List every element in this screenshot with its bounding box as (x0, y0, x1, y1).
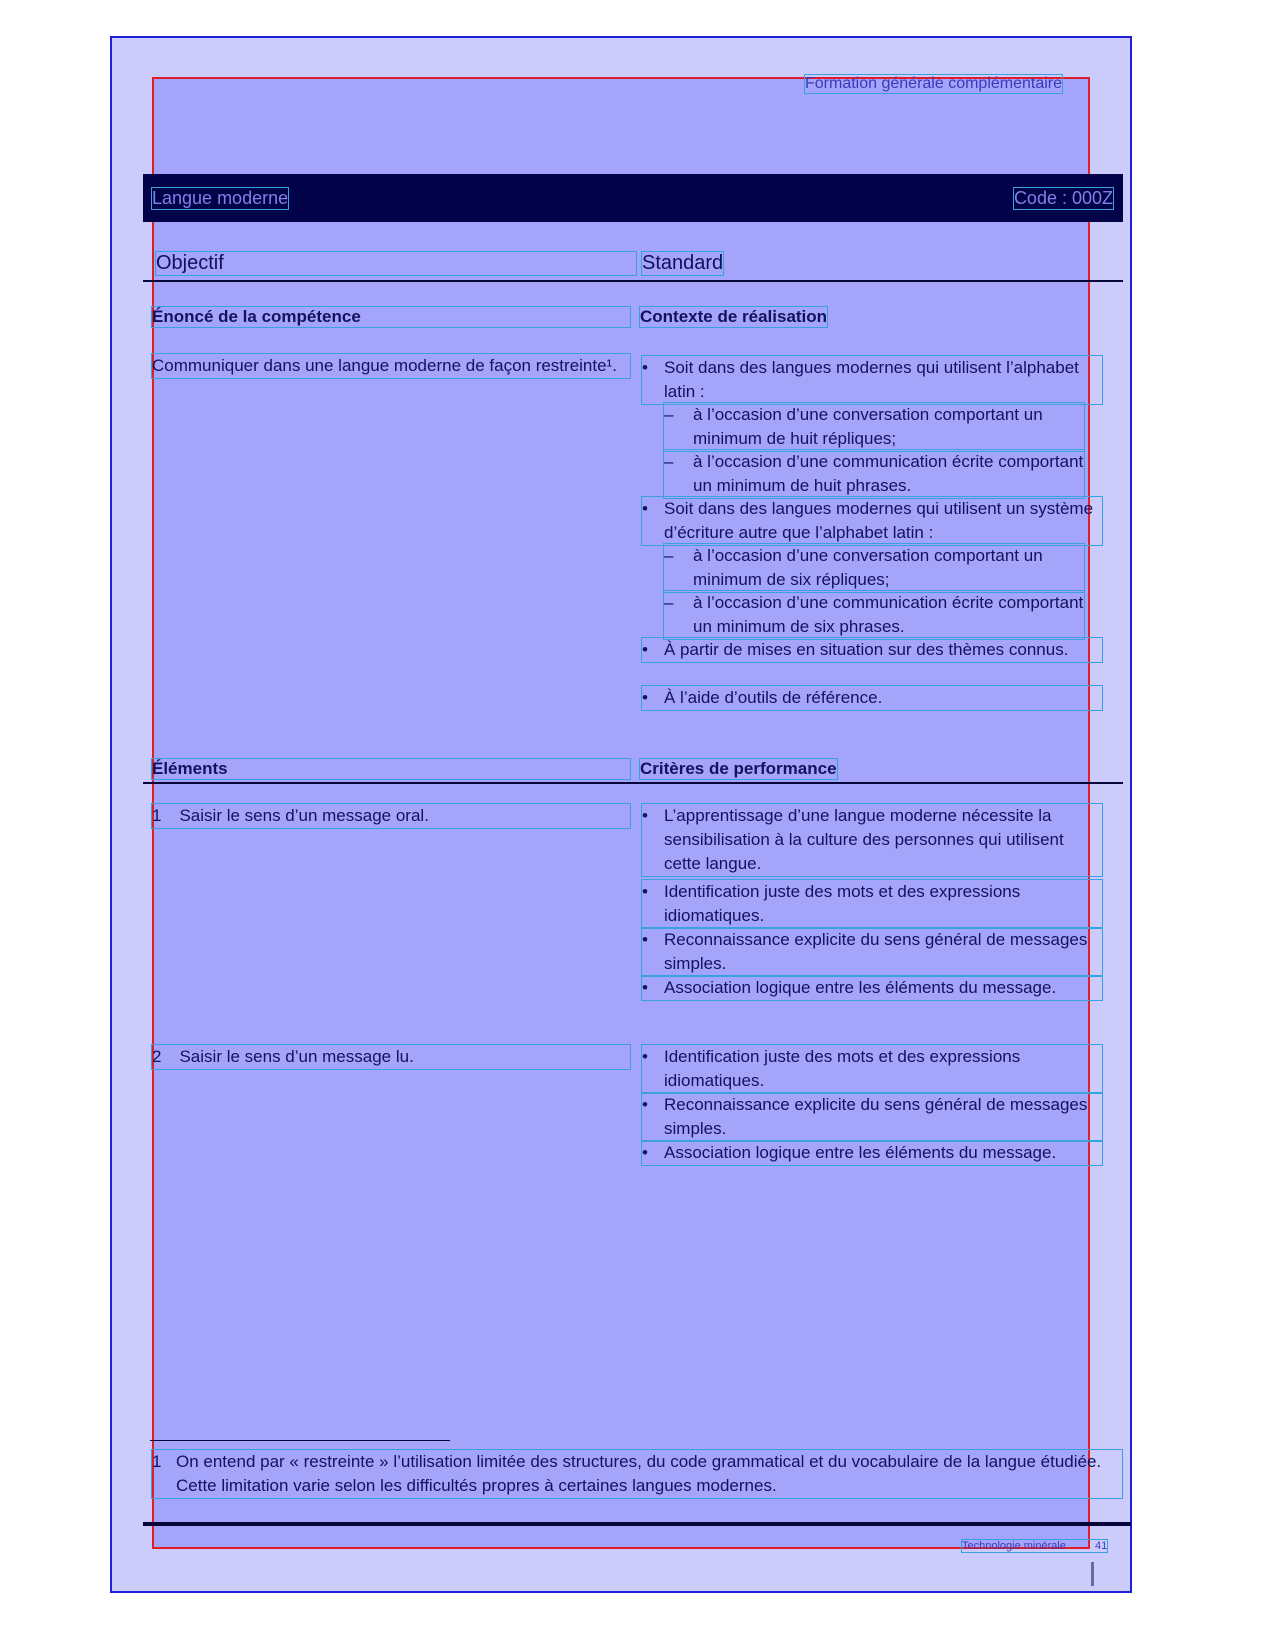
criterion-item (642, 1045, 1102, 1093)
context-text: À partir de mises en situation sur des thèmes connus. (664, 640, 1069, 659)
criterion-item (642, 804, 1102, 876)
criterion-item (642, 928, 1102, 976)
criterion-text: Reconnaissance explicite du sens général de messages simples. (664, 930, 1088, 973)
bullet-marker: • (642, 640, 648, 659)
elements-heading: Éléments (152, 759, 630, 779)
context-subitem (664, 403, 1084, 451)
context-item (642, 356, 1102, 404)
context-text: À l’aide d’outils de référence. (664, 688, 883, 707)
criterion-item (642, 976, 1102, 1000)
footnote-text: On entend par « restreinte » l’utilisation limitée des structures, du code grammatical et du vocabulaire de la langue étudiée. Cette limitation varie selon les difficultés propres à certaines langues modernes. (176, 1452, 1102, 1495)
context-text: Soit dans des langues modernes qui utilisent l’alphabet latin : (664, 358, 1079, 401)
running-header: Formation générale complémentaire (805, 75, 1063, 92)
context-item (642, 497, 1102, 545)
dash-marker: – (664, 405, 674, 424)
criterion-item (642, 1141, 1102, 1165)
element-number: 2 (152, 1047, 162, 1066)
criteria-heading: Critères de performance (640, 759, 837, 778)
bullet-marker: • (642, 1143, 648, 1162)
bullet-marker: • (642, 806, 648, 825)
title-bar (143, 174, 1123, 222)
element-text: Saisir le sens d’un message oral. (179, 806, 429, 825)
competence-heading: Énoncé de la compétence (152, 307, 630, 327)
column-head-standard: Standard (642, 252, 724, 274)
criterion-text: Association logique entre les éléments du message. (664, 1143, 1057, 1162)
subject-title: Langue moderne (152, 188, 289, 208)
context-subitem (664, 450, 1084, 498)
context-text: à l’occasion d’une communication écrite comportant un minimum de six phrases. (693, 593, 1084, 636)
context-text: à l’occasion d’une communication écrite comportant un minimum de huit phrases. (693, 452, 1084, 495)
element-text: Saisir le sens d’un message lu. (179, 1047, 414, 1066)
bullet-marker: • (642, 1095, 648, 1114)
element-item (152, 1045, 630, 1069)
criterion-text: Reconnaissance explicite du sens général de messages simples. (664, 1095, 1088, 1138)
column-head-objectif: Objectif (156, 252, 636, 275)
dash-marker: – (664, 593, 674, 612)
margin-mark (1091, 1562, 1094, 1586)
footnote-rule (150, 1440, 450, 1441)
criterion-text: Identification juste des mots et des expressions idiomatiques. (664, 1047, 1021, 1090)
competence-statement: Communiquer dans une langue moderne de façon restreinte¹. (152, 354, 630, 378)
page-footer (962, 1540, 1107, 1552)
bullet-marker: • (642, 1047, 648, 1066)
dash-marker: – (664, 452, 674, 471)
bullet-marker: • (642, 930, 648, 949)
bullet-marker: • (642, 882, 648, 901)
context-subitem (664, 544, 1084, 592)
bullet-marker: • (642, 978, 648, 997)
context-subitem (664, 591, 1084, 639)
context-heading: Contexte de réalisation (640, 307, 828, 326)
context-item (642, 686, 1102, 710)
footnote (152, 1450, 1122, 1498)
footer-label: Technologie minérale (962, 1540, 1066, 1552)
section-rule-objectif (143, 280, 1123, 282)
element-item (152, 804, 630, 828)
section-rule-elements (143, 782, 1123, 784)
dash-marker: – (664, 546, 674, 565)
element-number: 1 (152, 806, 162, 825)
footer-rule (143, 1522, 1131, 1526)
criterion-item (642, 1093, 1102, 1141)
criterion-text: Association logique entre les éléments du message. (664, 978, 1057, 997)
footnote-marker: 1 (152, 1452, 162, 1471)
bullet-marker: • (642, 358, 648, 377)
context-text: Soit dans des langues modernes qui utilisent un système d’écriture autre que l’alphabet latin : (664, 499, 1094, 542)
bullet-marker: • (642, 499, 648, 518)
course-code: Code : 000Z (1013, 188, 1113, 208)
criterion-text: Identification juste des mots et des expressions idiomatiques. (664, 882, 1021, 925)
bullet-marker: • (642, 688, 648, 707)
criterion-item (642, 880, 1102, 928)
criterion-text: L’apprentissage d’une langue moderne nécessite la sensibilisation à la culture des personnes qui utilisent cette langue. (664, 806, 1064, 873)
page-number: 41 (1095, 1540, 1108, 1552)
context-item (642, 638, 1102, 662)
context-text: à l’occasion d’une conversation comportant un minimum de six répliques; (693, 546, 1043, 589)
context-text: à l’occasion d’une conversation comportant un minimum de huit répliques; (693, 405, 1043, 448)
